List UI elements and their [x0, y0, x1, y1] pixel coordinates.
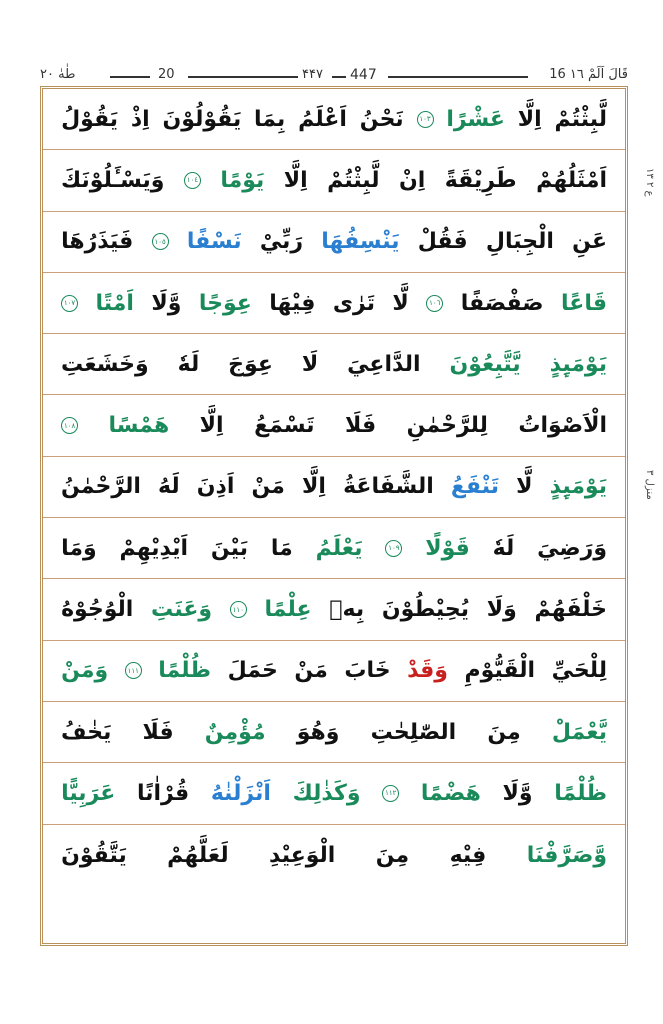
word: فَيَذَرُهَا	[61, 229, 134, 255]
word: الدَّاعِيَ	[347, 351, 421, 377]
ayah-number-marker: ١١٠	[230, 601, 247, 618]
verse-line-2	[43, 150, 625, 211]
word: يَقُوْلُوْنَ	[162, 106, 242, 132]
word: لَعَلَّهُمْ	[167, 842, 229, 868]
word: الْاَصْوَاتُ	[518, 413, 607, 439]
ayah-number-marker: ١٠٦	[426, 295, 443, 312]
page-number: 447	[350, 67, 377, 83]
word: يَّتَّبِعُوْنَ	[449, 351, 521, 377]
page-frame	[40, 86, 628, 946]
word: هَضْمًا	[420, 780, 481, 806]
word: الرَّحْمٰنُ	[61, 474, 141, 500]
verse-line-10	[43, 641, 625, 702]
word: مِنَ	[375, 842, 410, 868]
verse-line-3	[43, 212, 625, 273]
header-rule-right	[388, 76, 528, 78]
word: وَهُوَ	[296, 719, 340, 745]
word: قُرْاٰنًا	[136, 780, 190, 806]
verse-line-13	[43, 825, 625, 886]
word: فِيْهَا	[269, 290, 316, 316]
word: الصّٰلِحٰتِ	[370, 719, 457, 745]
word: لَهُ	[158, 474, 180, 500]
word: ظُلْمًا	[554, 780, 607, 806]
word: الْجِبَالِ	[485, 229, 554, 255]
word: يَخٰفُ	[61, 719, 112, 745]
word: مُؤْمِنٌ	[204, 719, 266, 745]
word: يَوْمَىِٕذٍ	[549, 351, 607, 377]
word: لَّبِثْتُمْ	[327, 167, 380, 193]
word: فَقُلْ	[417, 229, 468, 255]
header-rule-mid-left	[188, 76, 298, 78]
ayah-number-marker: ١٠٥	[152, 233, 169, 250]
word: صَفْصَفًا	[460, 290, 544, 316]
header-rule-center	[332, 76, 346, 78]
word: يَعْلَمُ	[315, 535, 363, 561]
word: اَمْثَلُهُمْ	[536, 167, 607, 193]
verse-line-5	[43, 334, 625, 395]
word: رَبِّيْ	[259, 229, 304, 255]
word: وَكَذٰلِكَ	[292, 780, 361, 806]
word: فِيْهِ	[449, 842, 487, 868]
word: عِوَجَ	[228, 351, 273, 377]
word: يَقُوْلُ	[61, 106, 119, 132]
word: اِلَّا	[283, 167, 308, 193]
ayah-number-marker: ١٠٧	[61, 295, 78, 312]
word: فَلَا	[142, 719, 174, 745]
word: عَشْرًا	[446, 106, 505, 132]
header-rule-left	[110, 76, 150, 78]
word: وَقَدْ	[407, 658, 448, 684]
word: وَّلَا	[151, 290, 182, 316]
verse-line-9	[43, 579, 625, 640]
word: قَوْلًا	[425, 535, 470, 561]
word: عَرَبِيًّا	[61, 780, 116, 806]
word: اَعْلَمُ	[298, 106, 347, 132]
word: يَوْمًا	[220, 167, 265, 193]
word: يَتَّقُوْنَ	[61, 842, 127, 868]
word: خَلْفَهُمْ	[534, 597, 607, 623]
page-header	[40, 66, 628, 86]
ayah-number-marker: ١٠٣	[417, 111, 434, 128]
word: بِهٖ	[329, 597, 365, 623]
word: مِنَ	[487, 719, 521, 745]
word: وَمَنْ	[61, 658, 109, 684]
word: وَلَا	[486, 597, 517, 623]
ayah-number-marker: ١٠٨	[61, 417, 78, 434]
word: يَّعْمَلْ	[551, 719, 607, 745]
word: وَرَضِيَ	[537, 535, 607, 561]
word: خَابَ	[344, 658, 391, 684]
word: لَّبِثْتُمْ	[554, 106, 607, 132]
word: تَنْفَعُ	[450, 474, 499, 500]
word: مَنْ	[294, 658, 328, 684]
ayah-number-marker: ١٠٤	[184, 172, 201, 189]
word: عِوَجًا	[198, 290, 252, 316]
word: هَمْسًا	[108, 413, 170, 439]
verse-line-4	[43, 273, 625, 334]
word: تَرٰى	[332, 290, 375, 316]
word: وَّلَا	[502, 780, 533, 806]
word: اَنْزَلْنٰهُ	[210, 780, 271, 806]
word: فَلَا	[344, 413, 377, 439]
ruku-marker: ع ٢ ١٣	[644, 168, 655, 197]
word: اَذِنَ	[196, 474, 235, 500]
ayah-number-marker: ١١١	[125, 662, 142, 679]
word: بَيْنَ	[210, 535, 248, 561]
surah-name: طٰهٰ ٢٠	[40, 67, 76, 82]
word: الْوُجُوْهُ	[61, 597, 134, 623]
word: وَّصَرَّفْنَا	[526, 842, 607, 868]
word: اِلَّا	[199, 413, 224, 439]
word: مَا	[270, 535, 293, 561]
word: عَنِ	[572, 229, 607, 255]
word: لَّا	[516, 474, 533, 500]
word: اِلَّا	[302, 474, 326, 500]
word: اَمْتًا	[95, 290, 134, 316]
word: قَاعًا	[561, 290, 607, 316]
header-left-number: 20	[158, 67, 175, 82]
word: طَرِيْقَةً	[444, 167, 517, 193]
verse-line-8	[43, 518, 625, 579]
verse-line-1	[43, 89, 625, 150]
verse-line-6	[43, 396, 625, 457]
word: وَمَا	[61, 535, 97, 561]
word: مَنْ	[251, 474, 285, 500]
word: لِلْحَيِّ	[551, 658, 607, 684]
word: الْقَيُّوْمِ	[464, 658, 536, 684]
word: لَّا	[392, 290, 409, 316]
word: الشَّفَاعَةُ	[343, 474, 434, 500]
word: وَخَشَعَتِ	[61, 351, 149, 377]
word: وَيَسْـَٔلُوْنَكَ	[61, 167, 165, 193]
verse-line-11	[43, 702, 625, 763]
word: اِنْ	[399, 167, 426, 193]
word: الْوَعِيْدِ	[269, 842, 336, 868]
manzil-marker: منزل ٣	[644, 470, 655, 500]
word: لَهٗ	[177, 351, 200, 377]
page-number-urdu: ۴۴۷	[302, 67, 323, 82]
word: نَحْنُ	[359, 106, 404, 132]
word: يَنْسِفُهَا	[321, 229, 400, 255]
word: بِمَا	[254, 106, 286, 132]
word: اِلَّا	[517, 106, 542, 132]
word: يَوْمَىِٕذٍ	[549, 474, 607, 500]
word: اَيْدِيْهِمْ	[119, 535, 189, 561]
word: نَسْفًا	[186, 229, 242, 255]
word: لِلرَّحْمٰنِ	[406, 413, 488, 439]
word: عِلْمًا	[264, 597, 312, 623]
ayah-number-marker: ١٠٩	[385, 540, 402, 557]
word: وَعَنَتِ	[151, 597, 213, 623]
word: حَمَلَ	[227, 658, 278, 684]
ayah-number-marker: ١١٢	[382, 785, 399, 802]
verse-line-7	[43, 457, 625, 518]
word: يُحِيْطُوْنَ	[381, 597, 469, 623]
juz-name: 16 قَالَ اَلَمْ ١٦	[549, 67, 628, 82]
word: اِذْ	[130, 106, 150, 132]
word: لَهٗ	[492, 535, 515, 561]
word: تَسْمَعُ	[254, 413, 315, 439]
word: ظُلْمًا	[158, 658, 212, 684]
verse-line-12	[43, 763, 625, 824]
word: لَا	[301, 351, 319, 377]
